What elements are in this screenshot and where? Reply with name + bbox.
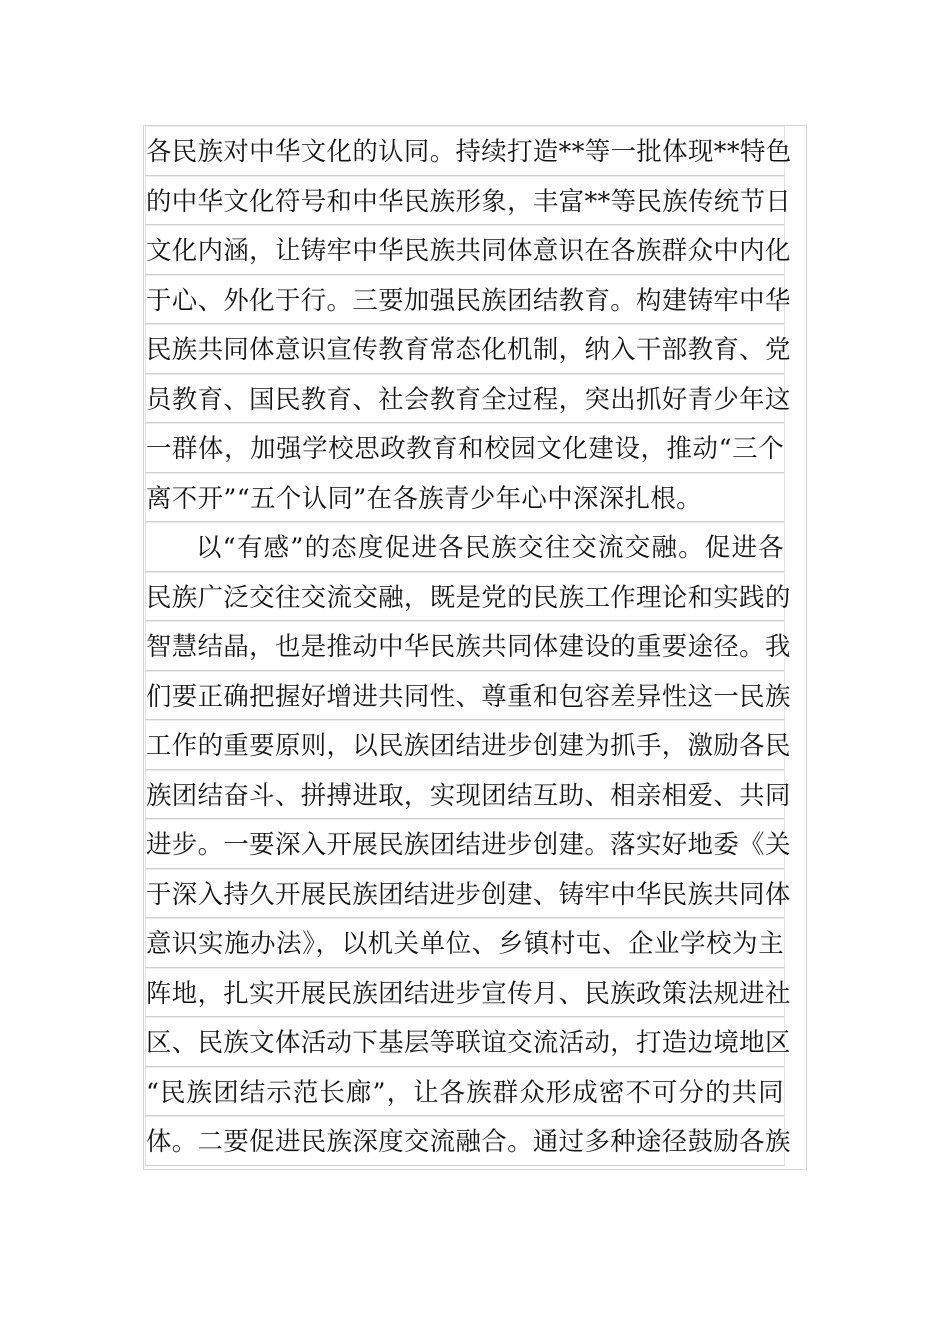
text-line: 阵地，扎实开展民族团结进步宣传月、民族政策法规进社 xyxy=(145,968,785,1018)
text-line: 民族共同体意识宣传教育常态化机制，纳入干部教育、党 xyxy=(145,324,785,374)
text-line: 一群体，加强学校思政教育和校园文化建设，推动“三个 xyxy=(145,423,785,473)
document-body xyxy=(145,126,792,1166)
text-line: 族团结奋斗、拼搏进取，实现团结互助、相亲相爱、共同 xyxy=(145,770,785,820)
text-line: 以“有感”的态度促进各民族交往交流交融。促进各 xyxy=(145,522,785,572)
text-line: 离不开”“五个认同”在各族青少年心中深深扎根。 xyxy=(145,473,785,523)
text-line: 文化内涵，让铸牢中华民族共同体意识在各族群众中内化 xyxy=(145,225,785,275)
text-line: 于深入持久开展民族团结进步创建、铸牢中华民族共同体 xyxy=(145,869,785,919)
text-line: 进步。一要深入开展民族团结进步创建。落实好地委《关 xyxy=(145,819,785,869)
text-line: 智慧结晶，也是推动中华民族共同体建设的重要途径。我 xyxy=(145,621,785,671)
text-line: 员教育、国民教育、社会教育全过程，突出抓好青少年这 xyxy=(145,374,785,424)
text-line: 于心、外化于行。三要加强民族团结教育。构建铸牢中华 xyxy=(145,275,785,325)
text-line: 区、民族文体活动下基层等联谊交流活动，打造边境地区 xyxy=(145,1017,785,1067)
text-line: 各民族对中华文化的认同。持续打造**等一批体现**特色 xyxy=(145,126,785,176)
text-line: 工作的重要原则，以民族团结进步创建为抓手，激励各民 xyxy=(145,720,785,770)
text-line: 们要正确把握好增进共同性、尊重和包容差异性这一民族 xyxy=(145,671,785,721)
text-line: “民族团结示范长廊”，让各族群众形成密不可分的共同 xyxy=(145,1067,785,1117)
text-line: 体。二要促进民族深度交流融合。通过多种途径鼓励各族 xyxy=(145,1116,785,1166)
text-line: 民族广泛交往交流交融，既是党的民族工作理论和实践的 xyxy=(145,572,785,622)
text-line: 意识实施办法》，以机关单位、乡镇村屯、企业学校为主 xyxy=(145,918,785,968)
text-line: 的中华文化符号和中华民族形象，丰富**等民族传统节日 xyxy=(145,176,785,226)
